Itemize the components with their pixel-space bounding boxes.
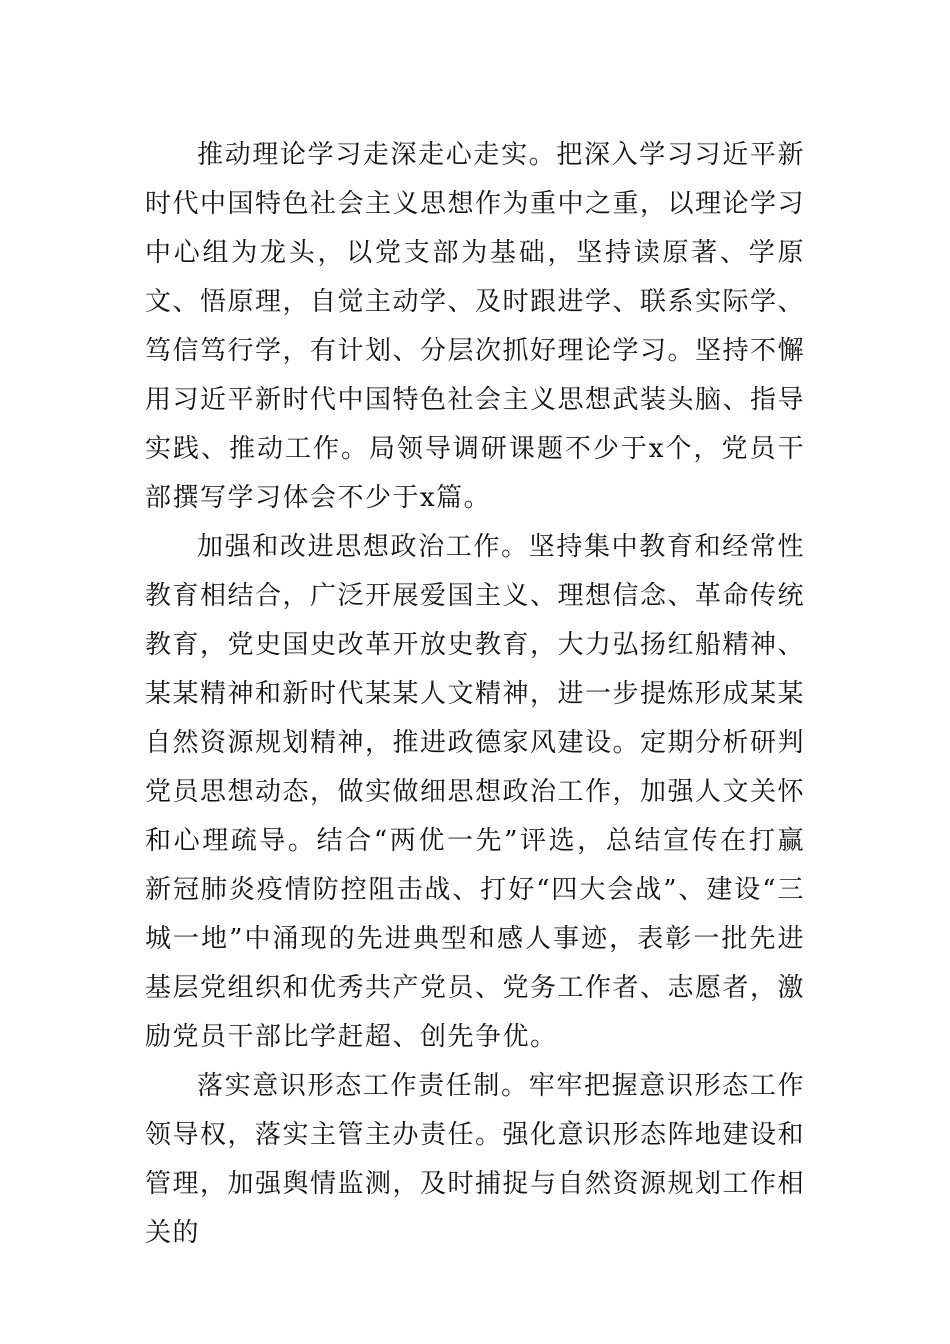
paragraph-theory-study: 推动理论学习走深走心走实。把深入学习习近平新时代中国特色社会主义思想作为重中之重，以理论学习中心组为龙头，以党支部为基础，坚持读原著、学原文、悟原理，自觉主动学、及时跟进学、联系实际学、笃信笃行学，有计划、分层次抓好理论学习。坚持不懈用习近平新时代中国特色社会主义思想武装头脑、指导实践、推动工作。局领导调研课题不少于x个，党员干部撰写学习体会不少于x篇。 — [145, 140, 806, 513]
paragraph-ideological-work: 加强和改进思想政治工作。坚持集中教育和经常性教育相结合，广泛开展爱国主义、理想信念、革命传统教育，党史国史改革开放史教育，大力弘扬红船精神、某某精神和新时代某某人文精神，进一步提炼形成某某自然资源规划精神，推进政德家风建设。定期分析研判党员思想动态，做实做细思想政治工作，加强人文关怀和心理疏导。结合“两优一先”评选，总结宣传在打赢新冠肺炎疫情防控阻击战、打好“四大会战”、建设“三城一地”中涌现的先进典型和感人事迹，表彰一批先进基层党组织和优秀共产党员、党务工作者、志愿者，激励党员干部比学赶超、创先争优。 — [145, 532, 806, 1052]
document-body — [145, 131, 805, 1258]
paragraph-ideology-responsibility: 落实意识形态工作责任制。牢牢把握意识形态工作领导权，落实主管主办责任。强化意识形态阵地建设和管理，加强舆情监测，及时捕捉与自然资源规划工作相关的 — [145, 1071, 806, 1248]
